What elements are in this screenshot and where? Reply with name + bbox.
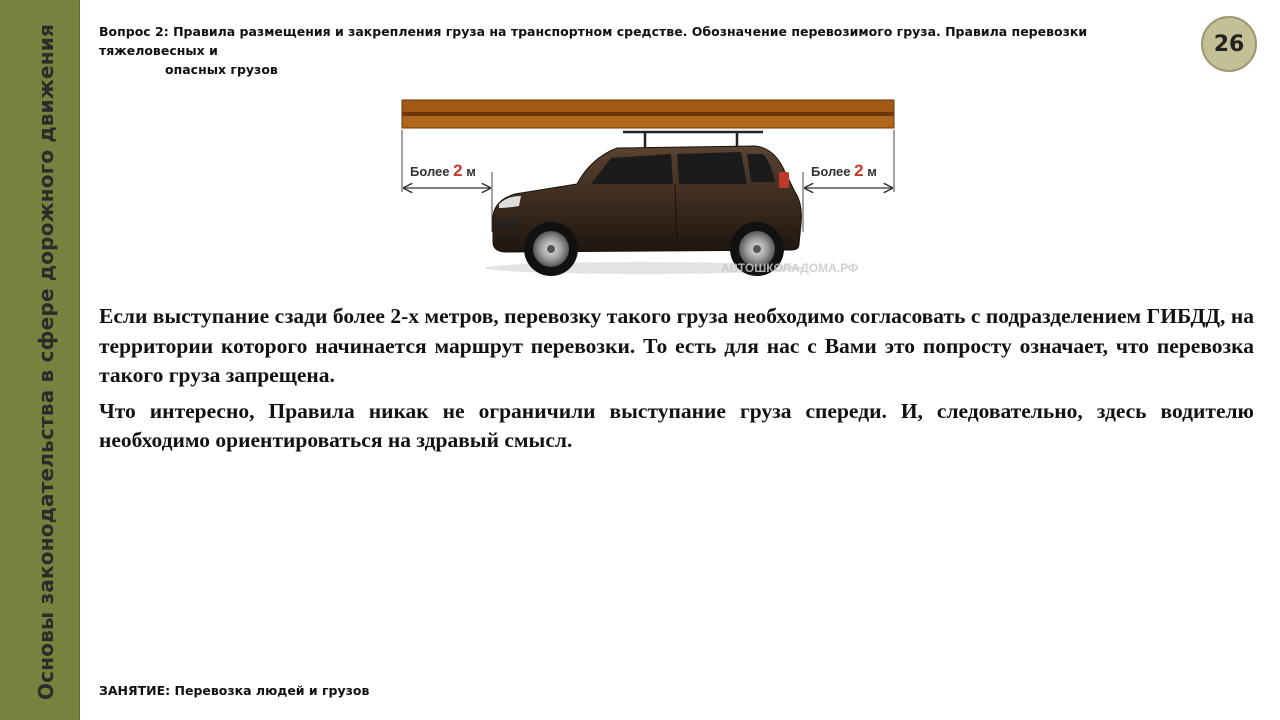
header-line-2: опасных грузов xyxy=(165,62,278,77)
sidebar xyxy=(0,0,80,720)
roof-rack xyxy=(623,132,763,148)
paragraph-2: Что интересно, Правила никак не ограничили выступание груза спереди. И, следовательно, здесь водителю необходимо ориентироваться на здравый смысл. xyxy=(99,398,1254,452)
slide-number-badge xyxy=(1201,16,1257,72)
right-overhang-label: Более 2 м xyxy=(811,161,877,180)
left-overhang-dimension xyxy=(402,130,492,232)
car xyxy=(485,146,805,276)
cargo-overhang-illustration xyxy=(395,92,905,282)
paragraph-1: Если выступание сзади более 2-х метров, перевозку такого груза необходимо согласовать с подразделением ГИБДД, на территории которого начинается маршрут перевозки. То есть для нас с Вами это попросту означает, что перевозка такого груза запрещена. xyxy=(99,304,1254,387)
watermark: АВТОШКОЛАДОМА.РФ xyxy=(721,261,859,275)
sidebar-title: Основы законодательства в сфере дорожного движения xyxy=(34,23,58,701)
header-line-1: Вопрос 2: Правила размещения и закрепления груза на транспортном средстве. Обозначение перевозимого груза. Правила перевозки тяжеловесных и xyxy=(99,24,1088,58)
right-overhang-dimension xyxy=(803,130,894,232)
body-text xyxy=(99,302,1254,462)
slide-number: 26 xyxy=(1213,31,1245,57)
question-header xyxy=(99,22,1189,79)
lesson-footer: ЗАНЯТИЕ: Перевозка людей и грузов xyxy=(99,683,370,698)
left-overhang-label: Более 2 м xyxy=(410,161,476,180)
cargo-board xyxy=(402,100,894,128)
